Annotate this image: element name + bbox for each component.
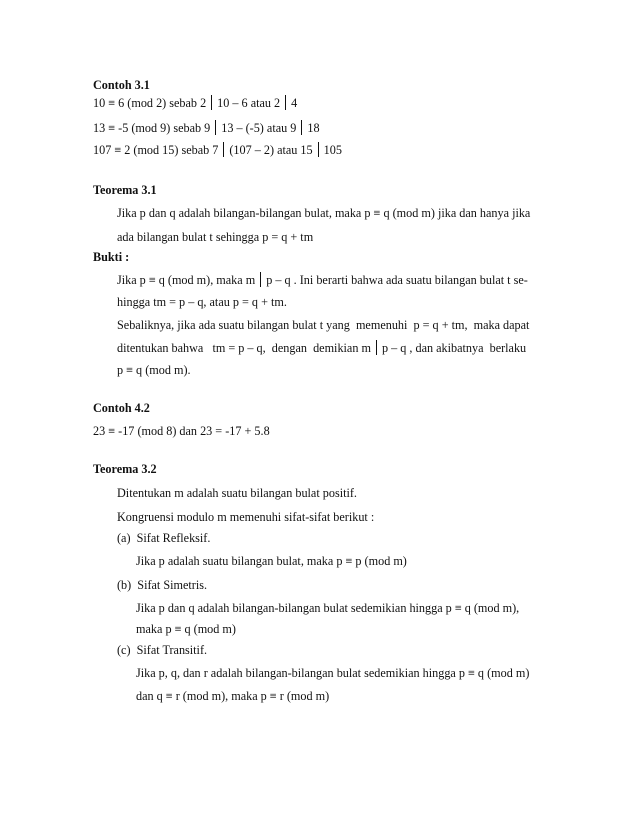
property-b-line-2: maka p ≡ q (mod m) <box>136 622 236 636</box>
proof-line-5: p ≡ q (mod m). <box>117 363 191 377</box>
divides-bar <box>285 95 286 110</box>
example-3-1-title: Contoh 3.1 <box>93 78 150 92</box>
result-text: 4 <box>291 96 298 110</box>
divides-bar <box>215 120 216 135</box>
proof-title: Bukti : <box>93 250 130 264</box>
property-c-line-2: dan q ≡ r (mod m), maka p ≡ r (mod m) <box>136 689 330 703</box>
theorem-3-2-line-2: Kongruensi modulo m memenuhi sifat-sifat berikut : <box>117 510 375 524</box>
property-c-heading: (c) Sifat Transitif. <box>117 643 208 657</box>
property-a-heading: (a) Sifat Refleksif. <box>117 531 211 545</box>
example-3-1-line-3 <box>93 142 342 158</box>
example-4-2-line-1: 23 ≡ -17 (mod 8) dan 23 = -17 + 5.8 <box>93 424 270 438</box>
theorem-3-1-line-2: ada bilangan bulat t sehingga p = q + tm <box>117 230 314 244</box>
example-4-2-title: Contoh 4.2 <box>93 401 150 415</box>
result-text: 105 <box>323 143 342 157</box>
theorem-3-2-line-1: Ditentukan m adalah suatu bilangan bulat positif. <box>117 486 357 500</box>
proof-text: ditentukan bahwa tm = p – q, dengan demikian m <box>117 341 371 355</box>
proof-text: Jika p ≡ q (mod m), maka m <box>117 273 256 287</box>
theorem-3-1-line-1: Jika p dan q adalah bilangan-bilangan bulat, maka p ≡ q (mod m) jika dan hanya jika <box>117 206 531 220</box>
theorem-3-2-title: Teorema 3.2 <box>93 462 157 476</box>
divides-bar <box>211 95 212 110</box>
property-a-line-1: Jika p adalah suatu bilangan bulat, maka p ≡ p (mod m) <box>136 554 407 568</box>
difference-text: (107 – 2) atau 15 <box>229 143 313 157</box>
proof-text: p – q . Ini berarti bahwa ada suatu bilangan bulat t se- <box>266 273 528 287</box>
example-3-1-line-1 <box>93 95 297 111</box>
proof-line-2: hingga tm = p – q, atau p = q + tm. <box>117 295 287 309</box>
property-b-line-1: Jika p dan q adalah bilangan-bilangan bulat sedemikian hingga p ≡ q (mod m), <box>136 601 520 615</box>
difference-text: 13 – (-5) atau 9 <box>221 121 297 135</box>
divides-bar <box>260 272 261 287</box>
divides-bar <box>376 340 377 355</box>
property-c-line-1: Jika p, q, dan r adalah bilangan-bilangan bulat sedemikian hingga p ≡ q (mod m) <box>136 666 530 680</box>
theorem-3-1-title: Teorema 3.1 <box>93 183 157 197</box>
divides-bar <box>318 142 319 157</box>
proof-line-4 <box>117 340 526 356</box>
congruence-text: 10 ≡ 6 (mod 2) sebab 2 <box>93 96 207 110</box>
result-text: 18 <box>307 121 320 135</box>
proof-line-1 <box>117 272 528 288</box>
congruence-text: 13 ≡ -5 (mod 9) sebab 9 <box>93 121 211 135</box>
proof-text: p – q , dan akibatnya berlaku <box>381 341 527 355</box>
divides-bar <box>223 142 224 157</box>
property-b-heading: (b) Sifat Simetris. <box>117 578 208 592</box>
congruence-text: 107 ≡ 2 (mod 15) sebab 7 <box>93 143 219 157</box>
difference-text: 10 – 6 atau 2 <box>217 96 281 110</box>
proof-line-3: Sebaliknya, jika ada suatu bilangan bulat t yang memenuhi p = q + tm, maka dapat <box>117 318 530 332</box>
divides-bar <box>301 120 302 135</box>
example-3-1-line-2 <box>93 120 320 136</box>
